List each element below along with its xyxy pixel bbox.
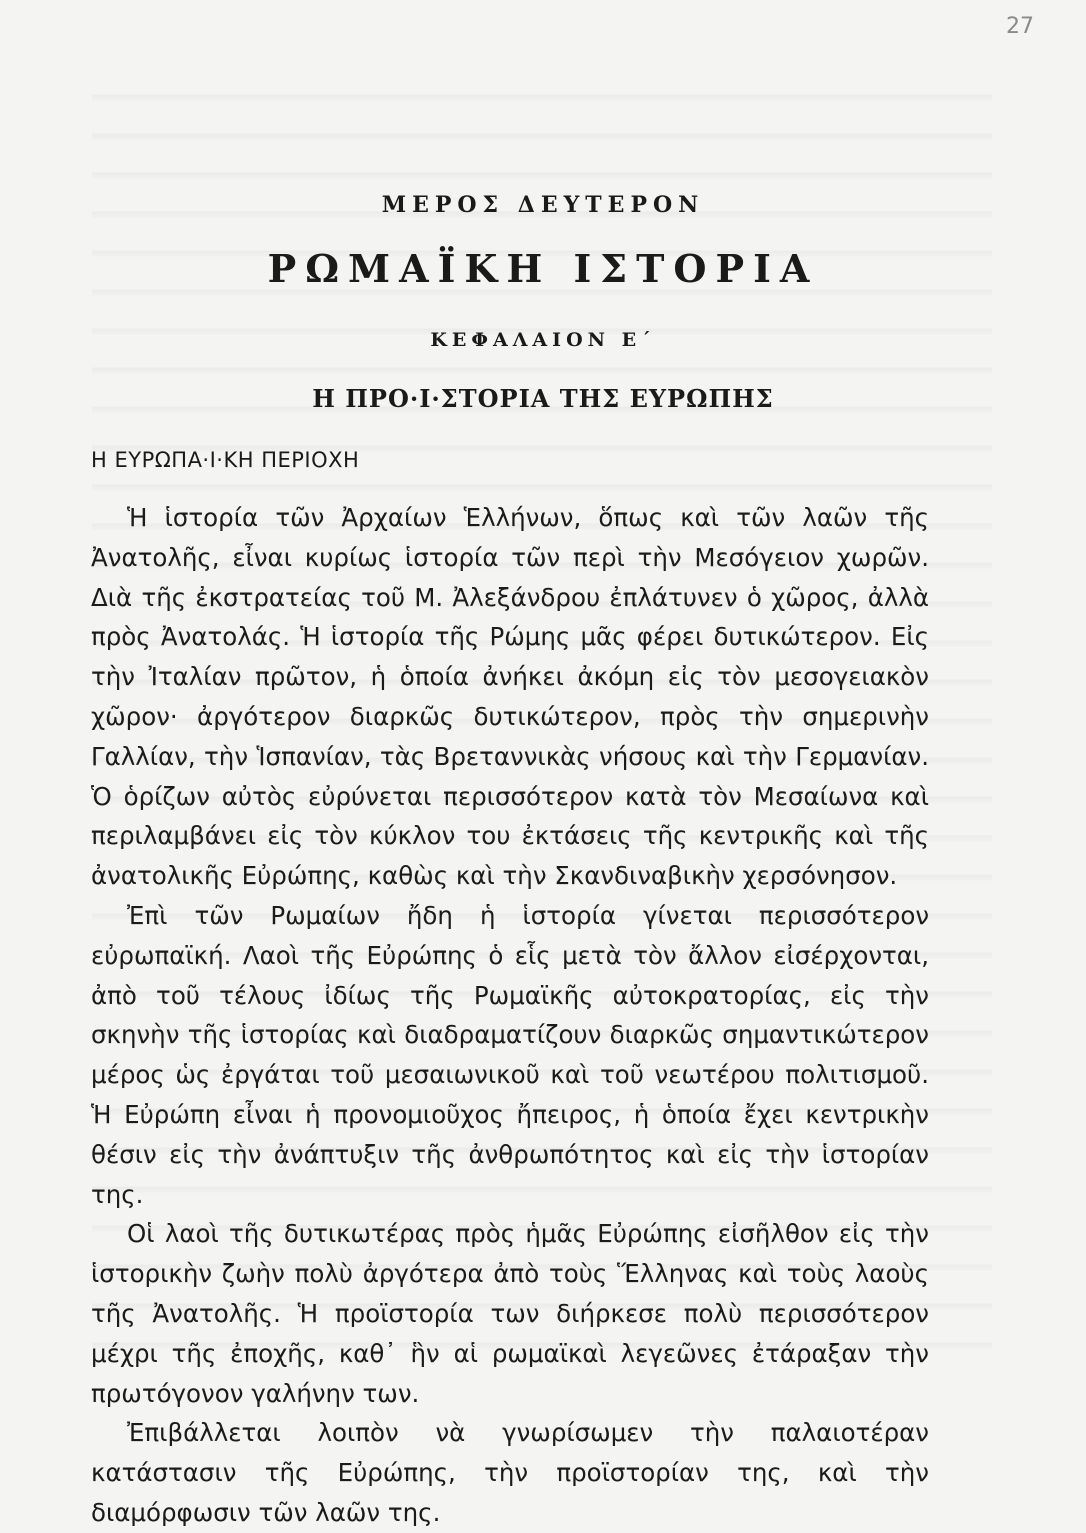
paragraph-1: Ἡ ἱστορία τῶν Ἀρχαίων Ἑλλήνων, ὅπως καὶ τῶν λαῶν τῆς Ἀνατολῆς, εἶναι κυρίως ἱστορία τῶν περὶ τὴν Μεσόγειον χωρῶν. Διὰ τῆς ἐκστρατείας τοῦ Μ. Ἀλεξάνδρου ἐπλάτυνεν ὁ χῶρος, ἀλλὰ πρὸς Ἀνατολάς. Ἡ ἱστορία τῆς Ρώμης μᾶς φέρει δυτικώτερον. Εἰς τὴν Ἰταλίαν πρῶτον, ἡ ὁποία ἀνήκει ἀκόμη εἰς τὸν μεσογειακὸν χῶρον· ἀργότερον διαρκῶς δυτικώτερον, πρὸς τὴν σημερινὴν Γαλλίαν, τὴν Ἱσπανίαν, τὰς Βρεταννικὰς νήσους καὶ τὴν Γερμανίαν. Ὁ ὁρίζων αὐτὸς εὐρύνεται περισσότερον κατὰ τὸν Μεσαίωνα καὶ περιλαμβάνει εἰς τὸν κύκλον του ἐκτάσεις τῆς κεντρικῆς καὶ τῆς ἀνατολικῆς Εὐρώπης, καθὼς καὶ τὴν Σκανδιναβικὴν χερσόνησον.	[91, 503, 929, 891]
paragraph-3: Οἱ λαοὶ τῆς δυτικωτέρας πρὸς ἡμᾶς Εὐρώπης εἰσῆλθον εἰς τὴν ἱστορικὴν ζωὴν πολὺ ἀργότερα ἀπὸ τοὺς Ἕλληνας καὶ τοὺς λαοὺς τῆς Ἀνατολῆς. Ἡ προϊστορία των διήρκεσε πολὺ περισσότερον μέχρι τῆς ἐποχῆς, καθ᾿ ἣν αἱ ρωμαϊκαὶ λεγεῶνες ἐτάραξαν τὴν πρωτόγονον γαλήνην των.	[91, 1219, 929, 1408]
main-title: ΡΩΜΑΪΚΗ ΙΣΤΟΡΙΑ	[267, 246, 819, 291]
page-number: 27	[1006, 14, 1034, 39]
paragraph-2: Ἐπὶ τῶν Ρωμαίων ἤδη ἡ ἱστορία γίνεται περισσότερον εὐρωπαϊκή. Λαοὶ τῆς Εὐρώπης ὁ εἷς μετὰ τὸν ἄλλον εἰσέρχονται, ἀπὸ τοῦ τέλους ἰδίως τῆς Ρωμαϊκῆς αὐτοκρατορίας, εἰς τὴν σκηνὴν τῆς ἱστορίας καὶ διαδραματίζουν διαρκῶς σημαντικώτερον μέρος ὡς ἐργάται τοῦ μεσαιωνικοῦ καὶ τοῦ νεωτέρου πολιτισμοῦ. Ἡ Εὐρώπη εἶναι ἡ προνομιοῦχος ἤπειρος, ἡ ὁποία ἔχει κεντρικὴν θέσιν εἰς τὴν ἀνάπτυξιν τῆς ἀνθρωπότητος καὶ εἰς τὴν ἱστορίαν της.	[91, 900, 929, 1209]
paragraph-4: Ἐπιβάλλεται λοιπὸν νὰ γνωρίσωμεν τὴν παλαιοτέραν κατάστασιν τῆς Εὐρώπης, τὴν προϊστορίαν της, καὶ τὴν διαμόρφωσιν τῶν λαῶν της.	[91, 1418, 929, 1527]
body-text	[91, 498, 929, 1533]
section-title: Η ΕΥΡΩΠΑ·Ι·ΚΗ ΠΕΡΙΟΧΗ	[91, 448, 360, 472]
part-title: ΜΕΡΟΣ ΔΕΥΤΕΡΟΝ	[381, 192, 705, 218]
chapter-title: ΚΕΦΑΛΑΙΟΝ Ε΄	[430, 329, 656, 351]
chapter-subtitle: Η ΠΡΟ·Ι·ΣΤΟΡΙΑ ΤΗΣ ΕΥΡΩΠΗΣ	[312, 384, 774, 413]
